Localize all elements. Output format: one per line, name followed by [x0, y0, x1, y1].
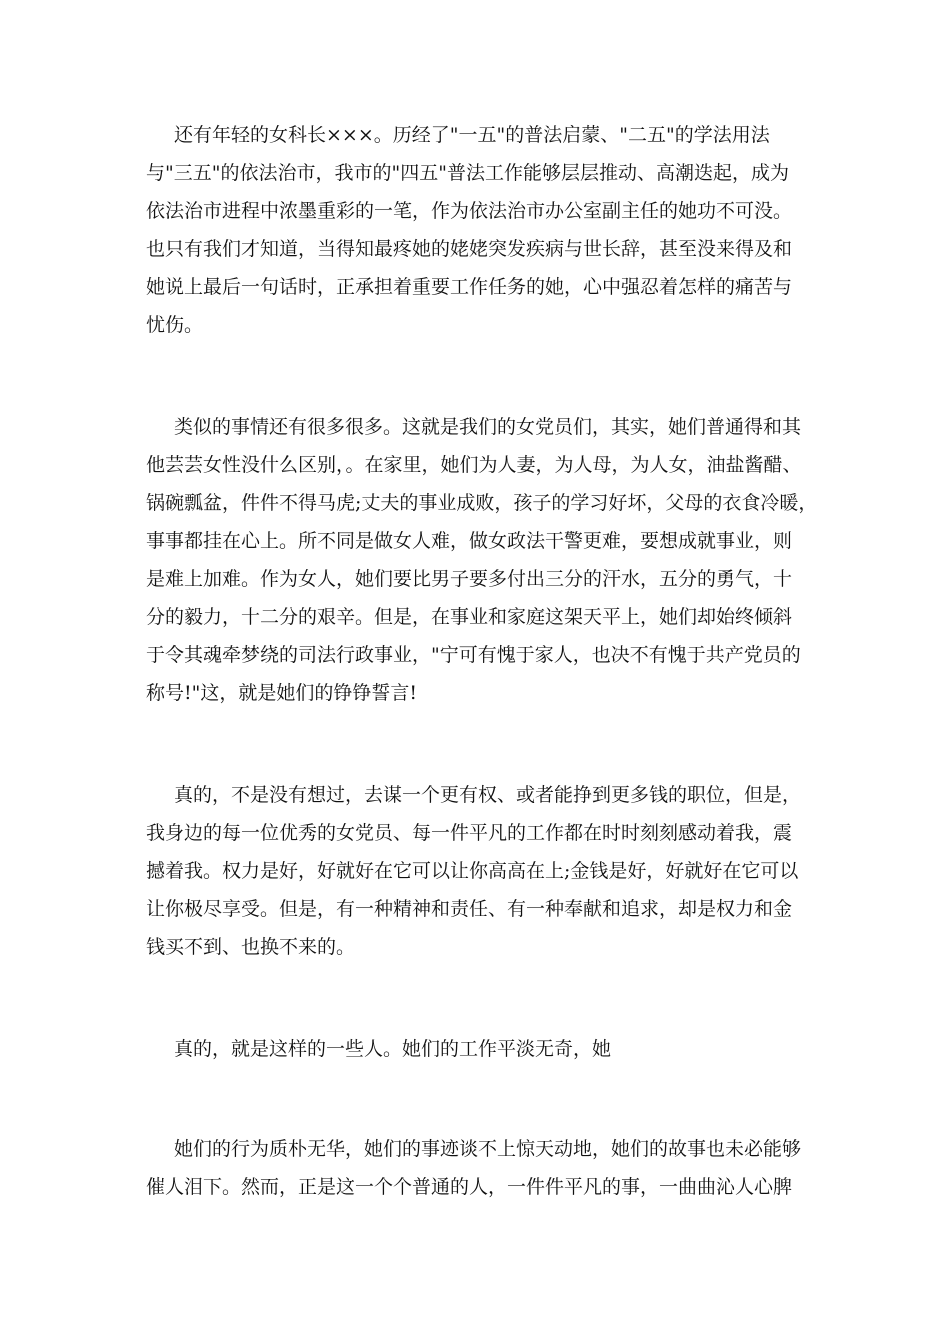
text-line: 真的，就是这样的一些人。她们的工作平淡无奇，她 — [174, 1038, 612, 1060]
text-line: 锅碗瓢盆，件件不得马虎;丈夫的事业成败，孩子的学习好坏，父母的衣食冷暖， — [146, 492, 818, 514]
text-line: 称号!"这，就是她们的铮铮誓言! — [146, 682, 418, 704]
text-line: 让你极尽享受。但是，有一种精神和责任、有一种奉献和追求，却是权力和金 — [146, 898, 793, 920]
text-line: 是难上加难。作为女人，她们要比男子要多付出三分的汗水，五分的勇气，十 — [146, 568, 793, 590]
text-line: 还有年轻的女科长×××。历经了"一五"的普法启蒙、"二五"的学法用法 — [174, 124, 770, 146]
text-line: 撼着我。权力是好，好就好在它可以让你高高在上;金钱是好，好就好在它可以 — [146, 860, 799, 882]
text-line: 真的，不是没有想过，去谋一个更有权、或者能挣到更多钱的职位，但是， — [174, 784, 802, 806]
text-line: 事事都挂在心上。所不同是做女人难，做女政法干警更难，要想成就事业，则 — [146, 530, 793, 552]
text-line: 分的毅力，十二分的艰辛。但是，在事业和家庭这架天平上，她们却始终倾斜 — [146, 606, 793, 628]
text-line: 他芸芸女性没什么区别，。在家里，她们为人妻，为人母，为人女，油盐酱醋、 — [146, 454, 802, 476]
text-line: 依法治市进程中浓墨重彩的一笔，作为依法治市办公室副主任的她功不可没。 — [146, 200, 793, 222]
text-line: 类似的事情还有很多很多。这就是我们的女党员们，其实，她们普通得和其 — [174, 416, 802, 438]
text-line: 我身边的每一位优秀的女党员、每一件平凡的工作都在时时刻刻感动着我，震 — [146, 822, 793, 844]
text-line: 也只有我们才知道，当得知最疼她的姥姥突发疾病与世长辞，甚至没来得及和 — [146, 238, 793, 260]
text-line: 于令其魂牵梦绕的司法行政事业，"宁可有愧于家人，也决不有愧于共产党员的 — [146, 644, 801, 666]
text-line: 催人泪下。然而，正是这一个个普通的人，一件件平凡的事，一曲曲沁人心脾 — [146, 1176, 793, 1198]
text-line: 她说上最后一句话时，正承担着重要工作任务的她，心中强忍着怎样的痛苦与 — [146, 276, 793, 298]
text-line: 她们的行为质朴无华，她们的事迹谈不上惊天动地，她们的故事也未必能够 — [174, 1138, 802, 1160]
text-line: 与"三五"的依法治市，我市的"四五"普法工作能够层层推动、高潮迭起，成为 — [146, 162, 789, 184]
text-line: 钱买不到、也换不来的。 — [146, 936, 356, 958]
text-line: 忧伤。 — [146, 314, 204, 336]
